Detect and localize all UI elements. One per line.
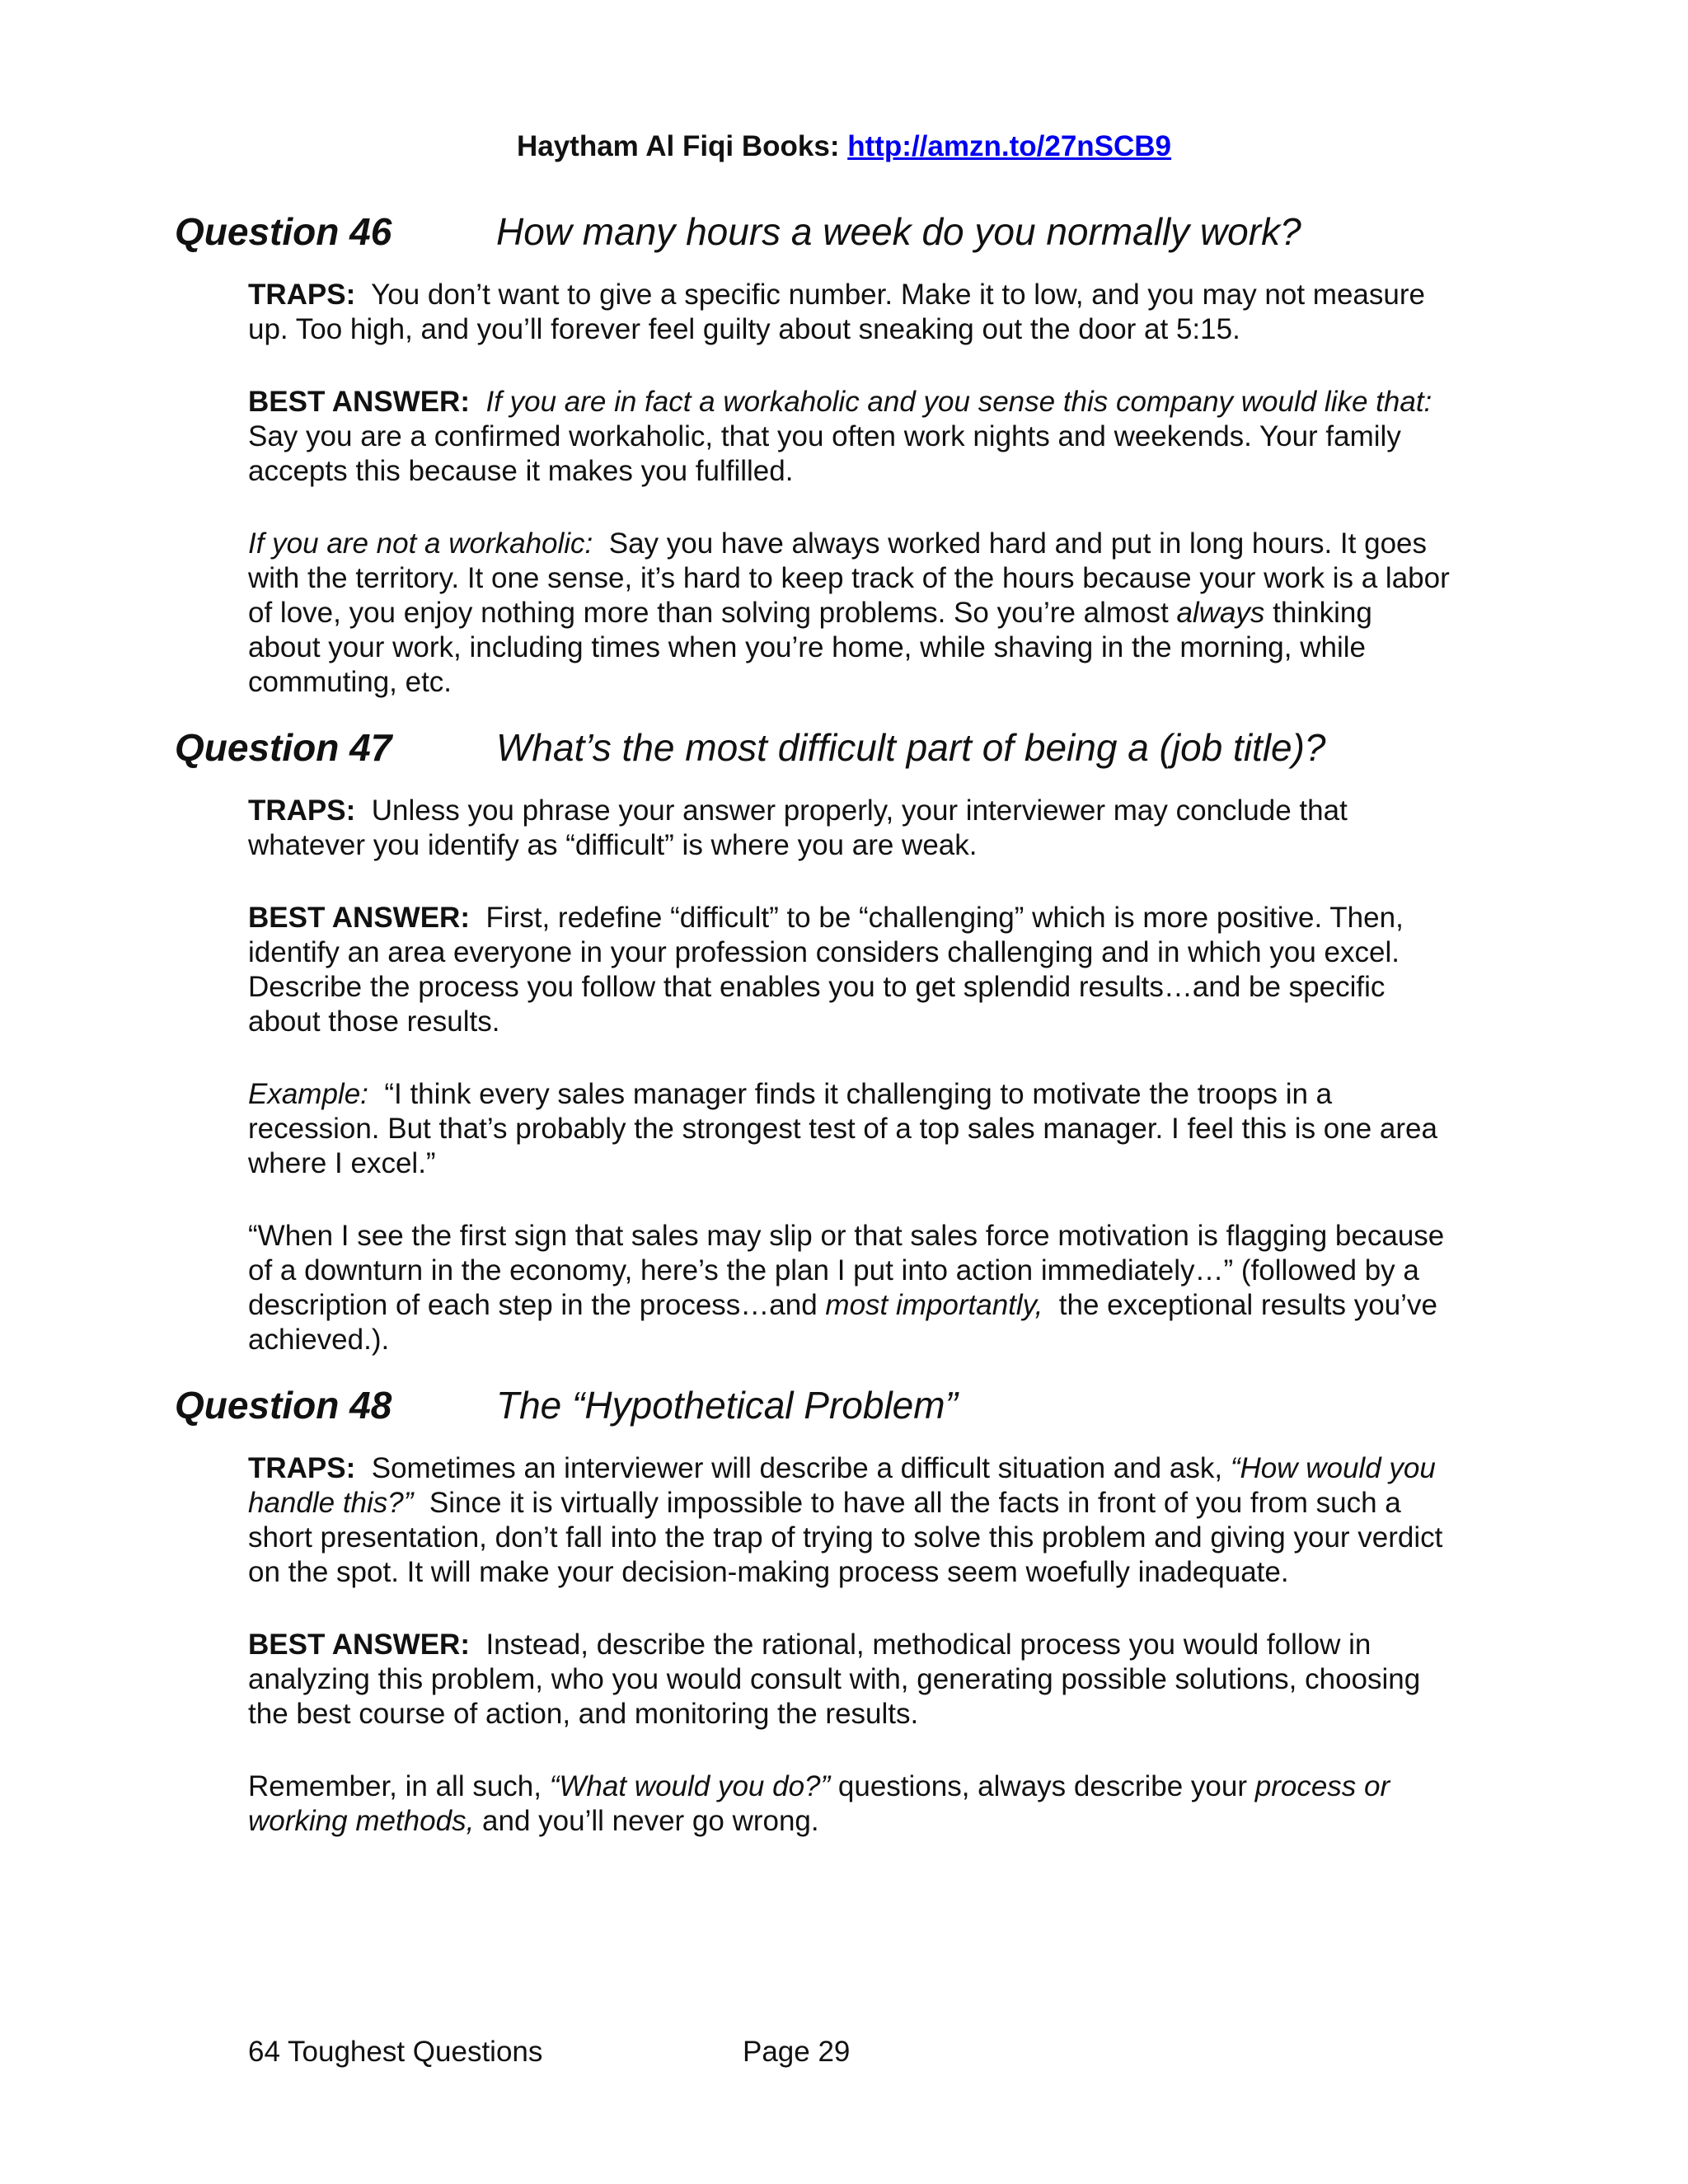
traps-paragraph bbox=[248, 1451, 1451, 1590]
answer-paragraph bbox=[248, 1769, 1451, 1839]
answer-text: Say you have always worked hard and put in long hours. It goes with the territory. It one sense, it’s hard to keep track of the hours because your work is a labor of love, you enjoy nothing more than solving problems. So you’re almost bbox=[248, 527, 1450, 629]
best-answer-label: BEST ANSWER: bbox=[248, 1629, 470, 1661]
answer-paragraph bbox=[248, 1219, 1451, 1357]
footer-page-number: Page 29 bbox=[743, 2036, 851, 2068]
footer-book-title: 64 Toughest Questions bbox=[248, 2036, 543, 2068]
traps-label: TRAPS: bbox=[248, 794, 356, 827]
traps-paragraph bbox=[248, 278, 1451, 347]
traps-text: Unless you phrase your answer properly, your interviewer may conclude that whatever you identify as “difficult” is where you are weak. bbox=[248, 794, 1348, 861]
best-answer-text: First, redefine “difficult” to be “challenging” which is more positive. Then, identify an area everyone in your profession considers challenging and in which you excel. Describe the process you follow that enables you to get splendid results…and be specific about those results. bbox=[248, 902, 1404, 1038]
question-title: How many hours a week do you normally work? bbox=[496, 210, 1301, 253]
answer-text: questions, always describe your bbox=[837, 1770, 1247, 1802]
answer-italic: If you are not a workaholic: bbox=[248, 527, 593, 560]
best-answer-label: BEST ANSWER: bbox=[248, 386, 470, 418]
question-title: What’s the most difficult part of being a (job title)? bbox=[496, 726, 1326, 769]
page-footer bbox=[248, 2036, 850, 2069]
answer-text: the exceptional results you’ve achieved.). bbox=[248, 1289, 1437, 1356]
answer-text: thinking about your work, including times when you’re home, while shaving in the morning, while commuting, etc. bbox=[248, 597, 1372, 698]
question-number: Question 46 bbox=[175, 210, 392, 253]
page-content bbox=[175, 202, 1461, 1839]
best-answer-text: Instead, describe the rational, methodical process you would follow in analyzing this problem, who you would consult with, generating possible solutions, choosing the best course of action, and monitoring the results. bbox=[248, 1629, 1421, 1730]
answer-italic-emphasis: always bbox=[1176, 597, 1265, 629]
best-answer-paragraph bbox=[248, 1628, 1451, 1732]
traps-label: TRAPS: bbox=[248, 279, 356, 311]
header-prefix: Haytham Al Fiqi Books: bbox=[516, 130, 848, 162]
answer-italic: “What would you do?” bbox=[549, 1770, 831, 1802]
traps-italic: “How would you handle this?” bbox=[248, 1452, 1436, 1519]
question-title: The “Hypothetical Problem” bbox=[496, 1384, 958, 1427]
header-link[interactable]: http://amzn.to/27nSCB9 bbox=[847, 130, 1172, 162]
answer-text: and you’ll never go wrong. bbox=[482, 1805, 819, 1837]
traps-label: TRAPS: bbox=[248, 1452, 356, 1484]
question-heading bbox=[175, 202, 1461, 261]
answer-text: Remember, in all such, bbox=[248, 1770, 542, 1802]
answer-paragraph bbox=[248, 527, 1451, 700]
best-answer-paragraph bbox=[248, 901, 1451, 1039]
traps-text: Sometimes an interviewer will describe a difficult situation and ask, bbox=[371, 1452, 1223, 1484]
best-answer-label: BEST ANSWER: bbox=[248, 902, 470, 934]
answer-italic-emphasis: most importantly, bbox=[825, 1289, 1043, 1321]
best-answer-text: Say you are a confirmed workaholic, that you often work nights and weekends. Your family accepts this because it makes you fulfilled. bbox=[248, 420, 1401, 487]
answer-italic-emphasis: process or working methods, bbox=[248, 1770, 1390, 1837]
question-heading bbox=[175, 718, 1461, 777]
question-number: Question 48 bbox=[175, 1384, 392, 1427]
traps-text: You don’t want to give a specific number. Make it to low, and you may not measure up. Too high, and you’ll forever feel guilty about sneaking out the door at 5:15. bbox=[248, 279, 1425, 345]
question-number: Question 47 bbox=[175, 726, 392, 769]
example-label: Example: bbox=[248, 1078, 368, 1110]
page-header bbox=[0, 130, 1688, 163]
best-answer-italic: If you are in fact a workaholic and you sense this company would like that: bbox=[485, 386, 1432, 418]
question-heading bbox=[175, 1376, 1461, 1435]
answer-text: “When I see the first sign that sales may slip or that sales force motivation is flagging because of a downturn in the economy, here’s the plan I put into action immediately…” (followed by a description of each step in the process…and bbox=[248, 1220, 1445, 1321]
example-text: “I think every sales manager finds it challenging to motivate the troops in a recession. But that’s probably the strongest test of a top sales manager. I feel this is one area where I excel.” bbox=[248, 1078, 1437, 1179]
traps-paragraph bbox=[248, 794, 1451, 863]
traps-text: Since it is virtually impossible to have all the facts in front of you from such a short presentation, don’t fall into the trap of trying to solve this problem and giving your verdict on the spot. It will make your decision-making process seem woefully inadequate. bbox=[248, 1487, 1443, 1588]
best-answer-paragraph bbox=[248, 385, 1451, 489]
example-paragraph bbox=[248, 1077, 1451, 1181]
